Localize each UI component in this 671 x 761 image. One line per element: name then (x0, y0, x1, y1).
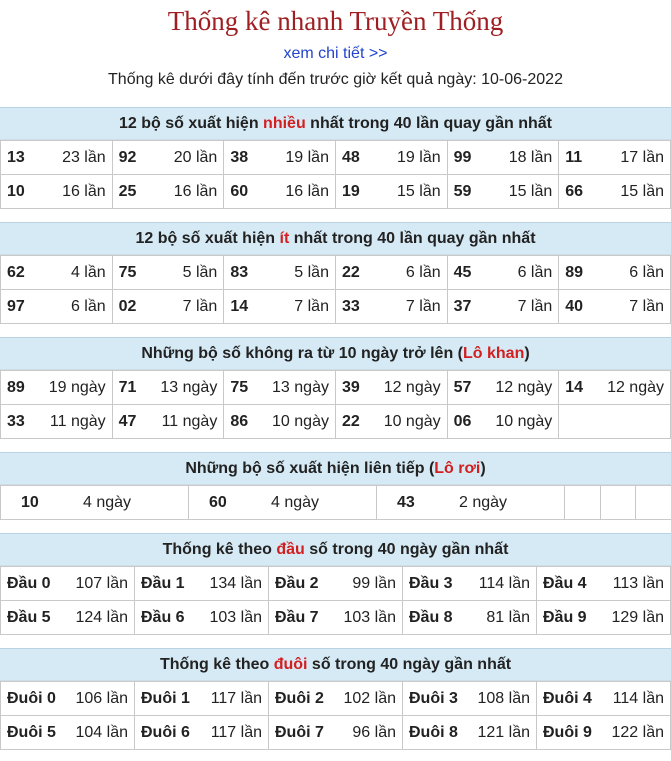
table-cell (1, 567, 135, 601)
cell-label: 37 (453, 297, 472, 315)
cell-count: 117 lần (210, 689, 262, 707)
table-row (1, 682, 671, 716)
cell-count: 7 lần (294, 297, 329, 315)
cell-count: 113 lần (612, 574, 664, 592)
cell-count: 15 lần (620, 182, 664, 200)
empty-cell (601, 486, 636, 520)
section-header: Thống kê theo đuôi số trong 40 ngày gần nhất (0, 648, 671, 681)
section-duoi (0, 648, 671, 750)
cell-label: 06 (453, 412, 472, 430)
table-cell (403, 682, 537, 716)
cell-count: 108 lần (477, 689, 530, 707)
cell-label: Đuôi 7 (275, 723, 324, 741)
cell-count: 5 lần (294, 263, 329, 281)
cell-label: 86 (230, 412, 249, 430)
cell-count: 19 ngày (48, 378, 106, 396)
table-cell (135, 567, 269, 601)
table-cell (1, 175, 113, 209)
table-row (1, 371, 671, 405)
cell-label: Đuôi 5 (7, 723, 56, 741)
cell-label: Đuôi 0 (7, 689, 56, 707)
cell-count: 11 ngày (161, 412, 218, 430)
cell-label: Đuôi 2 (275, 689, 324, 707)
cell-count: 15 lần (397, 182, 441, 200)
cell-count: 6 lần (517, 263, 553, 281)
cell-count: 104 lần (75, 723, 128, 741)
table-cell (1, 290, 113, 324)
cell-count: 114 lần (612, 689, 664, 707)
table-cell (559, 290, 671, 324)
table-row (1, 175, 671, 209)
cell-label: 22 (341, 263, 360, 281)
cell-count: 19 lần (285, 148, 329, 166)
cell-label: 99 (453, 148, 472, 166)
table-cell (269, 682, 403, 716)
cell-label: 75 (230, 378, 249, 396)
table-cell (559, 371, 671, 405)
cell-count: 18 lần (508, 148, 553, 166)
empty-cell (565, 486, 601, 520)
table-cell (269, 601, 403, 635)
table-cell (403, 601, 537, 635)
table-cell (1, 141, 113, 175)
table-cell (335, 256, 447, 290)
cell-count: 6 lần (70, 297, 106, 315)
cell-label: 57 (453, 378, 472, 396)
table-row (1, 141, 671, 175)
cell-label: 33 (7, 412, 25, 430)
cell-count: 16 lần (285, 182, 329, 200)
cell-label: 22 (341, 412, 360, 430)
cell-label: Đầu 7 (275, 608, 319, 626)
cell-label: Đầu 2 (275, 574, 319, 592)
cell-count: 16 lần (62, 182, 106, 200)
date-line: Thống kê dưới đây tính đến trước giờ kết quả ngày: 10-06-2022 (108, 71, 563, 88)
cell-label: Đuôi 4 (543, 689, 592, 707)
table-cell (224, 405, 336, 439)
section-header: Những bộ số không ra từ 10 ngày trở lên (Lô khan) (0, 337, 671, 370)
section-header: Thống kê theo đầu số trong 40 ngày gần nhất (0, 533, 671, 566)
table-cell (403, 716, 537, 750)
cell-count: 12 ngày (383, 378, 441, 396)
table-cell (335, 405, 447, 439)
cell-label: Đầu 0 (7, 574, 51, 592)
table-cell: 60 4 ngày (189, 486, 377, 520)
cell-label: Đuôi 6 (141, 723, 190, 741)
cell-label: 39 (341, 378, 360, 396)
cell-label: 66 (565, 182, 584, 200)
table-cell (1, 601, 135, 635)
cell-label: 45 (453, 263, 472, 281)
cell-label: 60 (230, 182, 249, 200)
cell-count: 7 lần (629, 297, 664, 315)
table-cell (1, 371, 113, 405)
cell-label: Đầu 8 (409, 608, 453, 626)
table-cell (112, 256, 224, 290)
table-cell (112, 371, 224, 405)
section-header: 12 bộ số xuất hiện nhiều nhất trong 40 lần quay gần nhất (0, 107, 671, 140)
cell-label: 25 (118, 182, 137, 200)
empty-cell (636, 486, 671, 520)
table-cell (1, 405, 113, 439)
table-cell (112, 290, 224, 324)
cell-count: 103 lần (209, 608, 262, 626)
table-cell (335, 371, 447, 405)
table-cell (135, 682, 269, 716)
cell-count: 19 lần (397, 148, 441, 166)
cell-label: Đầu 6 (141, 608, 185, 626)
cell-count: 122 lần (611, 723, 664, 741)
cell-count: 4 lần (70, 263, 106, 281)
table-cell (224, 175, 336, 209)
detail-link[interactable]: xem chi tiết >> (283, 45, 388, 62)
cell-count: 13 ngày (160, 378, 218, 396)
cell-count: 99 lần (352, 574, 396, 592)
cell-label: 89 (565, 263, 584, 281)
cell-label: 19 (341, 182, 360, 200)
cell-label: Đầu 3 (409, 574, 453, 592)
cell-count: 96 lần (352, 723, 396, 741)
page-title: Thống kê nhanh Truyền Thống (167, 6, 504, 36)
table-row (1, 290, 671, 324)
table-cell (537, 567, 671, 601)
table-cell (224, 371, 336, 405)
cell-label: 89 (7, 378, 25, 396)
cell-count: 6 lần (629, 263, 664, 281)
table-row (1, 601, 671, 635)
section-most-frequent (0, 107, 671, 209)
cell-count: 7 lần (405, 297, 441, 315)
cell-label: 62 (7, 263, 25, 281)
table-row (1, 405, 671, 439)
table-cell (447, 290, 559, 324)
table-cell (224, 256, 336, 290)
cell-count: 117 lần (210, 723, 262, 741)
cell-label: 75 (118, 263, 137, 281)
cell-label: 10 (7, 182, 25, 200)
section-header: 12 bộ số xuất hiện ít nhất trong 40 lần quay gần nhất (0, 222, 671, 255)
cell-label: Đầu 1 (141, 574, 185, 592)
section-least-frequent (0, 222, 671, 324)
table-cell (335, 141, 447, 175)
cell-count: 11 ngày (49, 412, 106, 430)
stats-table (0, 255, 671, 324)
table-cell (537, 682, 671, 716)
section-lo-roi (0, 452, 671, 520)
cell-count: 5 lần (182, 263, 218, 281)
cell-label: Đuôi 3 (409, 689, 458, 707)
cell-count: 23 lần (62, 148, 106, 166)
table-cell (537, 601, 671, 635)
cell-count: 106 lần (75, 689, 128, 707)
cell-label: 92 (118, 148, 137, 166)
section-dau (0, 533, 671, 635)
table-cell (447, 175, 559, 209)
cell-label: 48 (341, 148, 360, 166)
cell-label: 14 (565, 378, 584, 396)
cell-count: 10 ngày (383, 412, 441, 430)
cell-count: 12 ngày (607, 378, 664, 396)
cell-count: 20 lần (173, 148, 218, 166)
table-cell (112, 405, 224, 439)
table-cell (447, 256, 559, 290)
cell-count: 103 lần (343, 608, 396, 626)
table-cell: 10 4 ngày (1, 486, 189, 520)
cell-label: 38 (230, 148, 249, 166)
table-cell (559, 405, 671, 439)
cell-label: Đuôi 9 (543, 723, 592, 741)
cell-label: Đầu 9 (543, 608, 587, 626)
cell-count: 121 lần (477, 723, 530, 741)
cell-label: 33 (341, 297, 360, 315)
table-cell (447, 141, 559, 175)
cell-count: 16 lần (173, 182, 218, 200)
table-cell (537, 716, 671, 750)
stats-table (0, 485, 671, 520)
table-cell (447, 371, 559, 405)
cell-label: 13 (7, 148, 25, 166)
cell-count: 129 lần (611, 608, 664, 626)
table-cell (1, 716, 135, 750)
table-cell (224, 290, 336, 324)
table-cell (1, 682, 135, 716)
table-cell (269, 567, 403, 601)
table-cell (335, 290, 447, 324)
cell-count: 7 lần (182, 297, 218, 315)
stats-table (0, 370, 671, 439)
cell-count: 12 ngày (495, 378, 553, 396)
cell-label: Đuôi 8 (409, 723, 458, 741)
cell-count: 102 lần (343, 689, 396, 707)
cell-label: 14 (230, 297, 249, 315)
cell-count: 81 lần (486, 608, 530, 626)
cell-label: 47 (118, 412, 137, 430)
stats-table (0, 140, 671, 209)
table-cell (335, 175, 447, 209)
cell-count: 17 lần (620, 148, 664, 166)
table-row (1, 716, 671, 750)
cell-count: 7 lần (517, 297, 553, 315)
table-cell (112, 141, 224, 175)
cell-count: 10 ngày (272, 412, 329, 430)
table-cell (135, 601, 269, 635)
cell-label: Đầu 5 (7, 608, 51, 626)
cell-count: 107 lần (75, 574, 128, 592)
cell-label: 83 (230, 263, 249, 281)
cell-count: 6 lần (405, 263, 441, 281)
table-row (1, 567, 671, 601)
section-lo-khan (0, 337, 671, 439)
cell-label: Đầu 4 (543, 574, 587, 592)
table-cell (447, 405, 559, 439)
table-row (1, 256, 671, 290)
table-cell (403, 567, 537, 601)
cell-count: 114 lần (478, 574, 530, 592)
table-cell (224, 141, 336, 175)
table-cell (112, 175, 224, 209)
table-cell (559, 141, 671, 175)
stats-table (0, 681, 671, 750)
cell-label: 97 (7, 297, 25, 315)
cell-label: 71 (118, 378, 137, 396)
table-cell (559, 175, 671, 209)
table-cell (559, 256, 671, 290)
table-cell (135, 716, 269, 750)
table-cell: 43 2 ngày (377, 486, 565, 520)
section-header: Những bộ số xuất hiện liên tiếp (Lô rơi) (0, 452, 671, 485)
cell-count: 13 ngày (272, 378, 329, 396)
cell-count: 124 lần (75, 608, 128, 626)
cell-label: 40 (565, 297, 584, 315)
stats-table (0, 566, 671, 635)
cell-label: 11 (565, 148, 583, 166)
table-cell (269, 716, 403, 750)
cell-count: 15 lần (508, 182, 553, 200)
cell-label: 59 (453, 182, 472, 200)
cell-count: 134 lần (209, 574, 262, 592)
cell-label: Đuôi 1 (141, 689, 190, 707)
cell-count: 10 ngày (495, 412, 553, 430)
table-cell (1, 256, 113, 290)
cell-label: 02 (118, 297, 137, 315)
